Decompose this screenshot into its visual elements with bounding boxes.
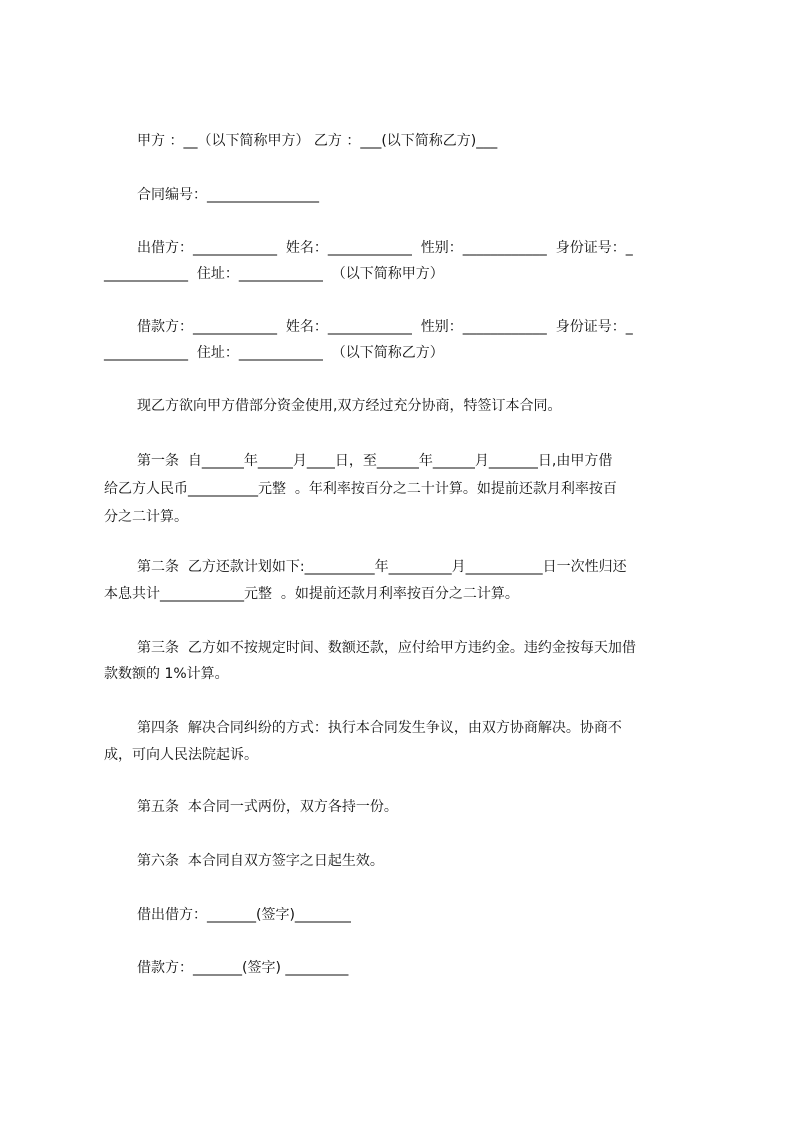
borrower-info-line-1: 借款方：____________ 姓名：____________ 性别：____________ 身份证号：_ <box>137 319 633 335</box>
article-1-line-3: 分之二计算。 <box>104 509 188 525</box>
article-1-line-2: 给乙方人民币__________元整 。年利率按百分之二十计算。如提前还款月利率按百 <box>104 481 617 497</box>
lender-info-line-1: 出借方：____________ 姓名：____________ 性别：____________ 身份证号：_ <box>137 240 633 256</box>
article-5: 第五条 本合同一式两份，双方各持一份。 <box>137 799 398 815</box>
article-3-line-2: 款数额的 1%计算。 <box>104 666 229 682</box>
article-4-line-2: 成，可向人民法院起诉。 <box>104 747 258 763</box>
article-1-line-1: 第一条 自______年_____月____日，至______年______月_______日,由甲方借 <box>137 453 613 469</box>
article-4-line-1: 第四条 解决合同纠纷的方式：执行本合同发生争议，由双方协商解决。协商不 <box>137 720 622 736</box>
contract-number: 合同编号：________________ <box>137 187 319 203</box>
borrower-info-line-2: ____________ 住址：____________ （以下简称乙方） <box>104 345 444 361</box>
article-6: 第六条 本合同自双方签字之日起生效。 <box>137 853 384 869</box>
lender-info-line-2: ____________ 住址：____________ （以下简称甲方） <box>104 266 444 282</box>
intro-paragraph: 现乙方欲向甲方借部分资金使用,双方经过充分协商，特签订本合同。 <box>137 398 562 414</box>
parties-line: 甲方 ：__（以下简称甲方） 乙方 ：___(以下简称乙方)___ <box>137 133 498 149</box>
article-3-line-1: 第三条 乙方如不按规定时间、数额还款，应付给甲方违约金。违约金按每天加借 <box>137 640 636 656</box>
article-2-line-2: 本息共计____________元整 。如提前还款月利率按百分之二计算。 <box>104 586 519 602</box>
lender-signature-line: 借出借方：_______(签字)________ <box>137 907 351 923</box>
article-2-line-1: 第二条 乙方还款计划如下:__________年_________月___________日一次性归还 <box>137 559 627 575</box>
borrower-signature-line: 借款方：_______(签字) _________ <box>137 960 349 976</box>
